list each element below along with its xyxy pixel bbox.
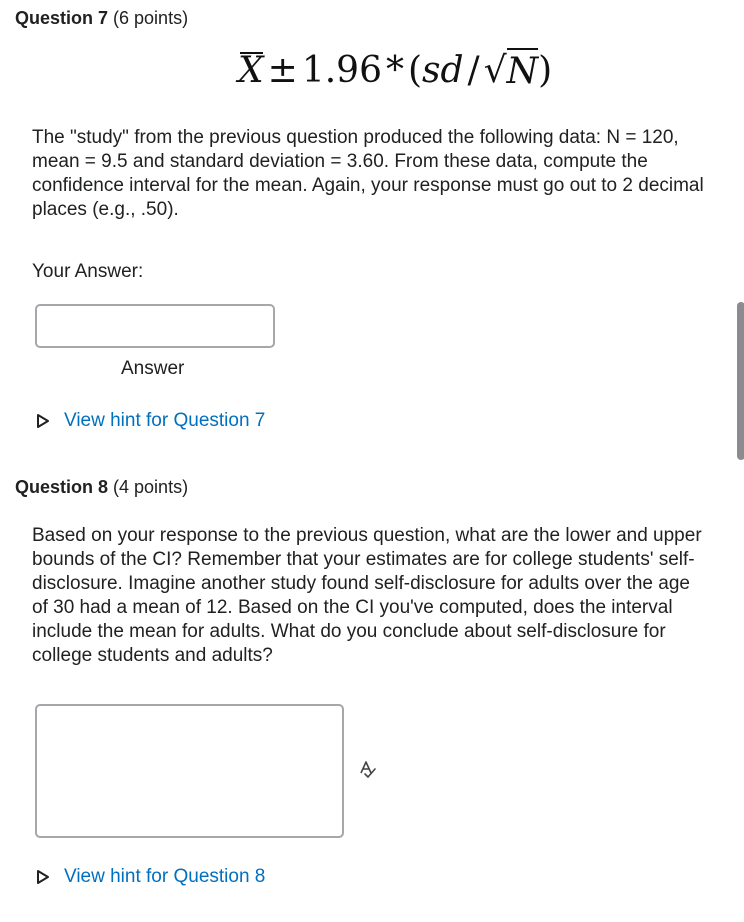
prompt-line: places (e.g., .50).	[32, 199, 179, 220]
question-8-hint-link[interactable]	[36, 866, 265, 888]
question-7-answer-input[interactable]	[35, 304, 275, 348]
formula-sd: sd	[422, 49, 464, 91]
hint-link-label: View hint for Question 7	[64, 410, 266, 431]
answer-caption: Answer	[121, 358, 185, 379]
prompt-line: The "study" from the previous question produced the following data: N = 120,	[32, 127, 679, 148]
question-7-prompt	[32, 126, 704, 222]
formula-times: *	[385, 49, 404, 91]
question-8-title: Question 8	[15, 477, 109, 497]
question-7-title: Question 7	[15, 8, 109, 28]
formula-close-paren: )	[538, 49, 553, 91]
prompt-line: of 30 had a mean of 12. Based on the CI you've computed, does the interval	[32, 597, 673, 618]
prompt-line: confidence interval for the mean. Again, your response must go out to 2 decimal	[32, 175, 704, 196]
formula-mean-symbol: X	[238, 49, 264, 91]
question-7-header	[15, 8, 188, 29]
triangle-right-icon	[36, 413, 50, 429]
question-7-hint-link[interactable]	[36, 410, 265, 432]
scrollbar-thumb[interactable]	[737, 302, 744, 460]
prompt-line: college students and adults?	[32, 645, 273, 666]
prompt-line: disclosure. Imagine another study found self-disclosure for adults over the age	[32, 573, 690, 594]
triangle-right-icon	[36, 869, 50, 885]
formula-plus-minus: ±	[267, 49, 298, 91]
confidence-interval-formula	[238, 40, 552, 100]
question-8-points: (4 points)	[113, 477, 189, 497]
hint-link-label: View hint for Question 8	[64, 866, 266, 887]
formula-open-paren: (	[407, 49, 423, 91]
formula-slash: /	[467, 49, 480, 91]
formula-n: N	[507, 48, 539, 92]
formula-sqrt: √	[483, 49, 507, 91]
question-7-points: (6 points)	[113, 8, 189, 28]
formula-coefficient: 1.96	[301, 49, 382, 91]
question-8-header	[15, 477, 188, 498]
prompt-line: bounds of the CI? Remember that your estimates are for college students' self-	[32, 549, 695, 570]
question-8-answer-textarea[interactable]	[35, 704, 344, 838]
prompt-line: include the mean for adults. What do you conclude about self-disclosure for	[32, 621, 666, 642]
your-answer-label: Your Answer:	[32, 261, 144, 282]
spellcheck-icon[interactable]	[358, 760, 378, 780]
prompt-line: Based on your response to the previous question, what are the lower and upper	[32, 525, 702, 546]
prompt-line: mean = 9.5 and standard deviation = 3.60. From these data, compute the	[32, 151, 648, 172]
question-8-prompt	[32, 524, 702, 668]
